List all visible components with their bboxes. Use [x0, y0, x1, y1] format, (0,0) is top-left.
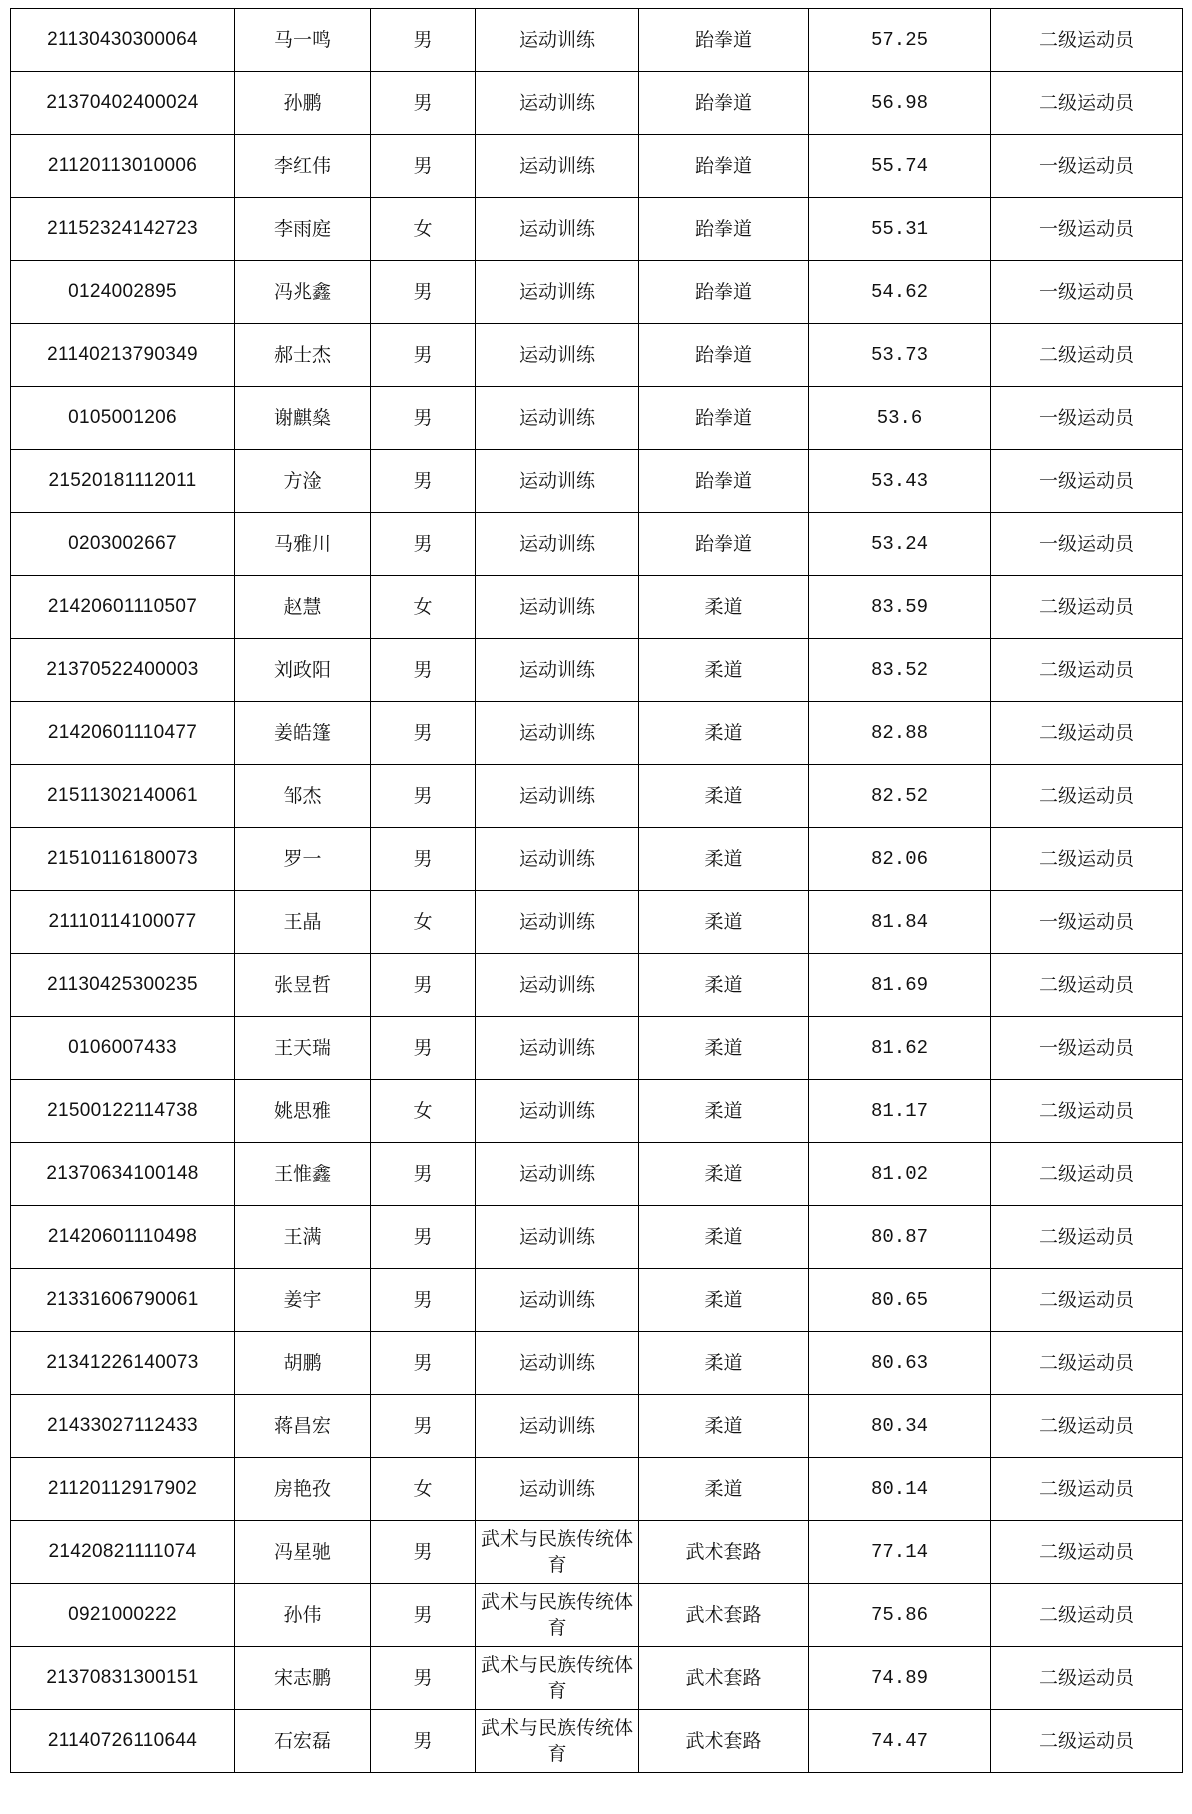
name-cell: 张昱哲	[235, 954, 371, 1017]
athlete-level-cell: 二级运动员	[991, 1332, 1183, 1395]
sport-cell: 跆拳道	[639, 9, 809, 72]
athlete-level-cell: 二级运动员	[991, 954, 1183, 1017]
score-cell: 82.06	[809, 828, 991, 891]
athlete-level-cell: 二级运动员	[991, 1647, 1183, 1710]
table-row	[11, 324, 1183, 387]
candidate-id-cell: 21420601110477	[11, 702, 235, 765]
score-cell: 55.31	[809, 198, 991, 261]
score-cell: 77.14	[809, 1521, 991, 1584]
candidate-id-cell: 21331606790061	[11, 1269, 235, 1332]
score-cell: 81.69	[809, 954, 991, 1017]
major-cell: 运动训练	[476, 9, 639, 72]
athlete-level-cell: 二级运动员	[991, 72, 1183, 135]
score-cell: 54.62	[809, 261, 991, 324]
candidate-id-cell: 0105001206	[11, 387, 235, 450]
sport-cell: 柔道	[639, 639, 809, 702]
athlete-level-cell: 一级运动员	[991, 387, 1183, 450]
name-cell: 王晶	[235, 891, 371, 954]
name-cell: 邹杰	[235, 765, 371, 828]
athlete-level-cell: 二级运动员	[991, 1206, 1183, 1269]
table-row	[11, 1710, 1183, 1773]
name-cell: 罗一	[235, 828, 371, 891]
major-cell: 武术与民族传统体育	[476, 1710, 639, 1773]
table-row	[11, 1647, 1183, 1710]
major-cell: 运动训练	[476, 1269, 639, 1332]
table-row	[11, 639, 1183, 702]
major-cell: 运动训练	[476, 891, 639, 954]
score-cell: 83.52	[809, 639, 991, 702]
athlete-level-cell: 二级运动员	[991, 702, 1183, 765]
athlete-level-cell: 一级运动员	[991, 198, 1183, 261]
major-cell: 运动训练	[476, 954, 639, 1017]
score-cell: 57.25	[809, 9, 991, 72]
major-cell: 运动训练	[476, 1206, 639, 1269]
roster-table-body	[11, 9, 1183, 1773]
major-cell: 运动训练	[476, 72, 639, 135]
sport-cell: 柔道	[639, 765, 809, 828]
sport-cell: 跆拳道	[639, 450, 809, 513]
table-row	[11, 72, 1183, 135]
score-cell: 74.89	[809, 1647, 991, 1710]
score-cell: 80.14	[809, 1458, 991, 1521]
candidate-id-cell: 21110114100077	[11, 891, 235, 954]
sport-cell: 柔道	[639, 828, 809, 891]
athlete-level-cell: 二级运动员	[991, 639, 1183, 702]
candidate-id-cell: 21420601110507	[11, 576, 235, 639]
name-cell: 王满	[235, 1206, 371, 1269]
major-cell: 运动训练	[476, 513, 639, 576]
table-row	[11, 1269, 1183, 1332]
gender-cell: 女	[371, 891, 476, 954]
major-cell: 运动训练	[476, 639, 639, 702]
score-cell: 53.43	[809, 450, 991, 513]
candidate-id-cell: 21370634100148	[11, 1143, 235, 1206]
athlete-level-cell: 二级运动员	[991, 1395, 1183, 1458]
sport-cell: 柔道	[639, 576, 809, 639]
roster-table	[10, 8, 1183, 1773]
name-cell: 冯星驰	[235, 1521, 371, 1584]
sport-cell: 跆拳道	[639, 261, 809, 324]
athlete-level-cell: 二级运动员	[991, 9, 1183, 72]
athlete-level-cell: 二级运动员	[991, 765, 1183, 828]
gender-cell: 男	[371, 1206, 476, 1269]
sport-cell: 跆拳道	[639, 72, 809, 135]
sport-cell: 跆拳道	[639, 198, 809, 261]
athlete-level-cell: 一级运动员	[991, 450, 1183, 513]
athlete-level-cell: 二级运动员	[991, 1458, 1183, 1521]
name-cell: 冯兆鑫	[235, 261, 371, 324]
gender-cell: 女	[371, 1080, 476, 1143]
sport-cell: 跆拳道	[639, 135, 809, 198]
gender-cell: 男	[371, 387, 476, 450]
score-cell: 55.74	[809, 135, 991, 198]
gender-cell: 男	[371, 1332, 476, 1395]
athlete-level-cell: 二级运动员	[991, 1143, 1183, 1206]
major-cell: 运动训练	[476, 198, 639, 261]
score-cell: 53.6	[809, 387, 991, 450]
candidate-id-cell: 21511302140061	[11, 765, 235, 828]
major-cell: 武术与民族传统体育	[476, 1521, 639, 1584]
gender-cell: 男	[371, 261, 476, 324]
table-row	[11, 1017, 1183, 1080]
sport-cell: 柔道	[639, 1332, 809, 1395]
athlete-level-cell: 一级运动员	[991, 135, 1183, 198]
athlete-level-cell: 一级运动员	[991, 891, 1183, 954]
score-cell: 75.86	[809, 1584, 991, 1647]
gender-cell: 男	[371, 1269, 476, 1332]
name-cell: 孙伟	[235, 1584, 371, 1647]
sport-cell: 柔道	[639, 702, 809, 765]
name-cell: 郝士杰	[235, 324, 371, 387]
candidate-id-cell: 0124002895	[11, 261, 235, 324]
score-cell: 82.52	[809, 765, 991, 828]
major-cell: 运动训练	[476, 135, 639, 198]
name-cell: 孙鹏	[235, 72, 371, 135]
gender-cell: 男	[371, 324, 476, 387]
gender-cell: 男	[371, 1143, 476, 1206]
major-cell: 运动训练	[476, 1017, 639, 1080]
table-row	[11, 513, 1183, 576]
name-cell: 姚思雅	[235, 1080, 371, 1143]
table-row	[11, 1395, 1183, 1458]
candidate-id-cell: 21140726110644	[11, 1710, 235, 1773]
table-row	[11, 198, 1183, 261]
major-cell: 运动训练	[476, 387, 639, 450]
sport-cell: 柔道	[639, 1269, 809, 1332]
candidate-id-cell: 21120113010006	[11, 135, 235, 198]
candidate-id-cell: 21500122114738	[11, 1080, 235, 1143]
score-cell: 80.63	[809, 1332, 991, 1395]
sport-cell: 柔道	[639, 1017, 809, 1080]
gender-cell: 女	[371, 1458, 476, 1521]
sport-cell: 武术套路	[639, 1710, 809, 1773]
gender-cell: 女	[371, 576, 476, 639]
table-row	[11, 1080, 1183, 1143]
score-cell: 83.59	[809, 576, 991, 639]
name-cell: 姜宇	[235, 1269, 371, 1332]
candidate-id-cell: 21120112917902	[11, 1458, 235, 1521]
table-row	[11, 1206, 1183, 1269]
athlete-level-cell: 一级运动员	[991, 1017, 1183, 1080]
candidate-id-cell: 21510116180073	[11, 828, 235, 891]
sport-cell: 柔道	[639, 954, 809, 1017]
name-cell: 赵慧	[235, 576, 371, 639]
table-row	[11, 1584, 1183, 1647]
candidate-id-cell: 21370831300151	[11, 1647, 235, 1710]
gender-cell: 男	[371, 1710, 476, 1773]
gender-cell: 男	[371, 639, 476, 702]
table-row	[11, 576, 1183, 639]
candidate-id-cell: 21433027112433	[11, 1395, 235, 1458]
sport-cell: 柔道	[639, 1080, 809, 1143]
major-cell: 运动训练	[476, 1143, 639, 1206]
table-row	[11, 1332, 1183, 1395]
major-cell: 武术与民族传统体育	[476, 1584, 639, 1647]
sport-cell: 柔道	[639, 1458, 809, 1521]
table-row	[11, 450, 1183, 513]
athlete-level-cell: 二级运动员	[991, 828, 1183, 891]
athlete-level-cell: 二级运动员	[991, 576, 1183, 639]
score-cell: 81.17	[809, 1080, 991, 1143]
name-cell: 石宏磊	[235, 1710, 371, 1773]
candidate-id-cell: 21140213790349	[11, 324, 235, 387]
major-cell: 运动训练	[476, 765, 639, 828]
gender-cell: 男	[371, 765, 476, 828]
gender-cell: 男	[371, 828, 476, 891]
gender-cell: 男	[371, 1017, 476, 1080]
name-cell: 刘政阳	[235, 639, 371, 702]
major-cell: 运动训练	[476, 1080, 639, 1143]
gender-cell: 男	[371, 1395, 476, 1458]
score-cell: 80.87	[809, 1206, 991, 1269]
score-cell: 82.88	[809, 702, 991, 765]
gender-cell: 男	[371, 1584, 476, 1647]
table-row	[11, 261, 1183, 324]
athlete-level-cell: 一级运动员	[991, 513, 1183, 576]
candidate-id-cell: 21341226140073	[11, 1332, 235, 1395]
score-cell: 80.65	[809, 1269, 991, 1332]
gender-cell: 男	[371, 135, 476, 198]
gender-cell: 男	[371, 72, 476, 135]
sport-cell: 柔道	[639, 1206, 809, 1269]
sport-cell: 跆拳道	[639, 324, 809, 387]
gender-cell: 男	[371, 954, 476, 1017]
score-cell: 81.62	[809, 1017, 991, 1080]
table-row	[11, 954, 1183, 1017]
table-row	[11, 135, 1183, 198]
sport-cell: 柔道	[639, 1395, 809, 1458]
major-cell: 运动训练	[476, 261, 639, 324]
score-cell: 74.47	[809, 1710, 991, 1773]
name-cell: 蒋昌宏	[235, 1395, 371, 1458]
athlete-level-cell: 二级运动员	[991, 1521, 1183, 1584]
candidate-id-cell: 21130430300064	[11, 9, 235, 72]
name-cell: 姜皓篷	[235, 702, 371, 765]
gender-cell: 男	[371, 450, 476, 513]
sport-cell: 武术套路	[639, 1584, 809, 1647]
athlete-level-cell: 二级运动员	[991, 324, 1183, 387]
major-cell: 运动训练	[476, 828, 639, 891]
candidate-id-cell: 21420821111074	[11, 1521, 235, 1584]
gender-cell: 男	[371, 1647, 476, 1710]
table-row	[11, 891, 1183, 954]
gender-cell: 男	[371, 513, 476, 576]
score-cell: 81.84	[809, 891, 991, 954]
sport-cell: 武术套路	[639, 1647, 809, 1710]
major-cell: 运动训练	[476, 1458, 639, 1521]
major-cell: 运动训练	[476, 450, 639, 513]
candidate-id-cell: 0106007433	[11, 1017, 235, 1080]
score-cell: 53.73	[809, 324, 991, 387]
table-row	[11, 765, 1183, 828]
name-cell: 房艳孜	[235, 1458, 371, 1521]
gender-cell: 男	[371, 702, 476, 765]
major-cell: 运动训练	[476, 702, 639, 765]
table-row	[11, 1143, 1183, 1206]
name-cell: 宋志鹏	[235, 1647, 371, 1710]
sport-cell: 武术套路	[639, 1521, 809, 1584]
sport-cell: 跆拳道	[639, 387, 809, 450]
name-cell: 李雨庭	[235, 198, 371, 261]
candidate-id-cell: 21520181112011	[11, 450, 235, 513]
name-cell: 王惟鑫	[235, 1143, 371, 1206]
score-cell: 56.98	[809, 72, 991, 135]
score-cell: 53.24	[809, 513, 991, 576]
major-cell: 运动训练	[476, 1395, 639, 1458]
name-cell: 李红伟	[235, 135, 371, 198]
candidate-id-cell: 0203002667	[11, 513, 235, 576]
name-cell: 方淦	[235, 450, 371, 513]
table-row	[11, 1521, 1183, 1584]
gender-cell: 女	[371, 198, 476, 261]
name-cell: 谢麒燊	[235, 387, 371, 450]
name-cell: 马雅川	[235, 513, 371, 576]
gender-cell: 男	[371, 9, 476, 72]
sport-cell: 柔道	[639, 891, 809, 954]
table-row	[11, 9, 1183, 72]
score-cell: 80.34	[809, 1395, 991, 1458]
major-cell: 运动训练	[476, 576, 639, 639]
candidate-id-cell: 21152324142723	[11, 198, 235, 261]
major-cell: 武术与民族传统体育	[476, 1647, 639, 1710]
athlete-level-cell: 二级运动员	[991, 1080, 1183, 1143]
sport-cell: 跆拳道	[639, 513, 809, 576]
name-cell: 马一鸣	[235, 9, 371, 72]
athlete-level-cell: 二级运动员	[991, 1584, 1183, 1647]
candidate-id-cell: 21420601110498	[11, 1206, 235, 1269]
table-row	[11, 828, 1183, 891]
major-cell: 运动训练	[476, 1332, 639, 1395]
candidate-id-cell: 21370522400003	[11, 639, 235, 702]
major-cell: 运动训练	[476, 324, 639, 387]
table-row	[11, 702, 1183, 765]
athlete-level-cell: 二级运动员	[991, 1269, 1183, 1332]
score-cell: 81.02	[809, 1143, 991, 1206]
athlete-level-cell: 一级运动员	[991, 261, 1183, 324]
name-cell: 王天瑞	[235, 1017, 371, 1080]
athlete-level-cell: 二级运动员	[991, 1710, 1183, 1773]
candidate-id-cell: 21130425300235	[11, 954, 235, 1017]
table-row	[11, 387, 1183, 450]
name-cell: 胡鹏	[235, 1332, 371, 1395]
gender-cell: 男	[371, 1521, 476, 1584]
candidate-id-cell: 21370402400024	[11, 72, 235, 135]
sport-cell: 柔道	[639, 1143, 809, 1206]
candidate-id-cell: 0921000222	[11, 1584, 235, 1647]
table-row	[11, 1458, 1183, 1521]
